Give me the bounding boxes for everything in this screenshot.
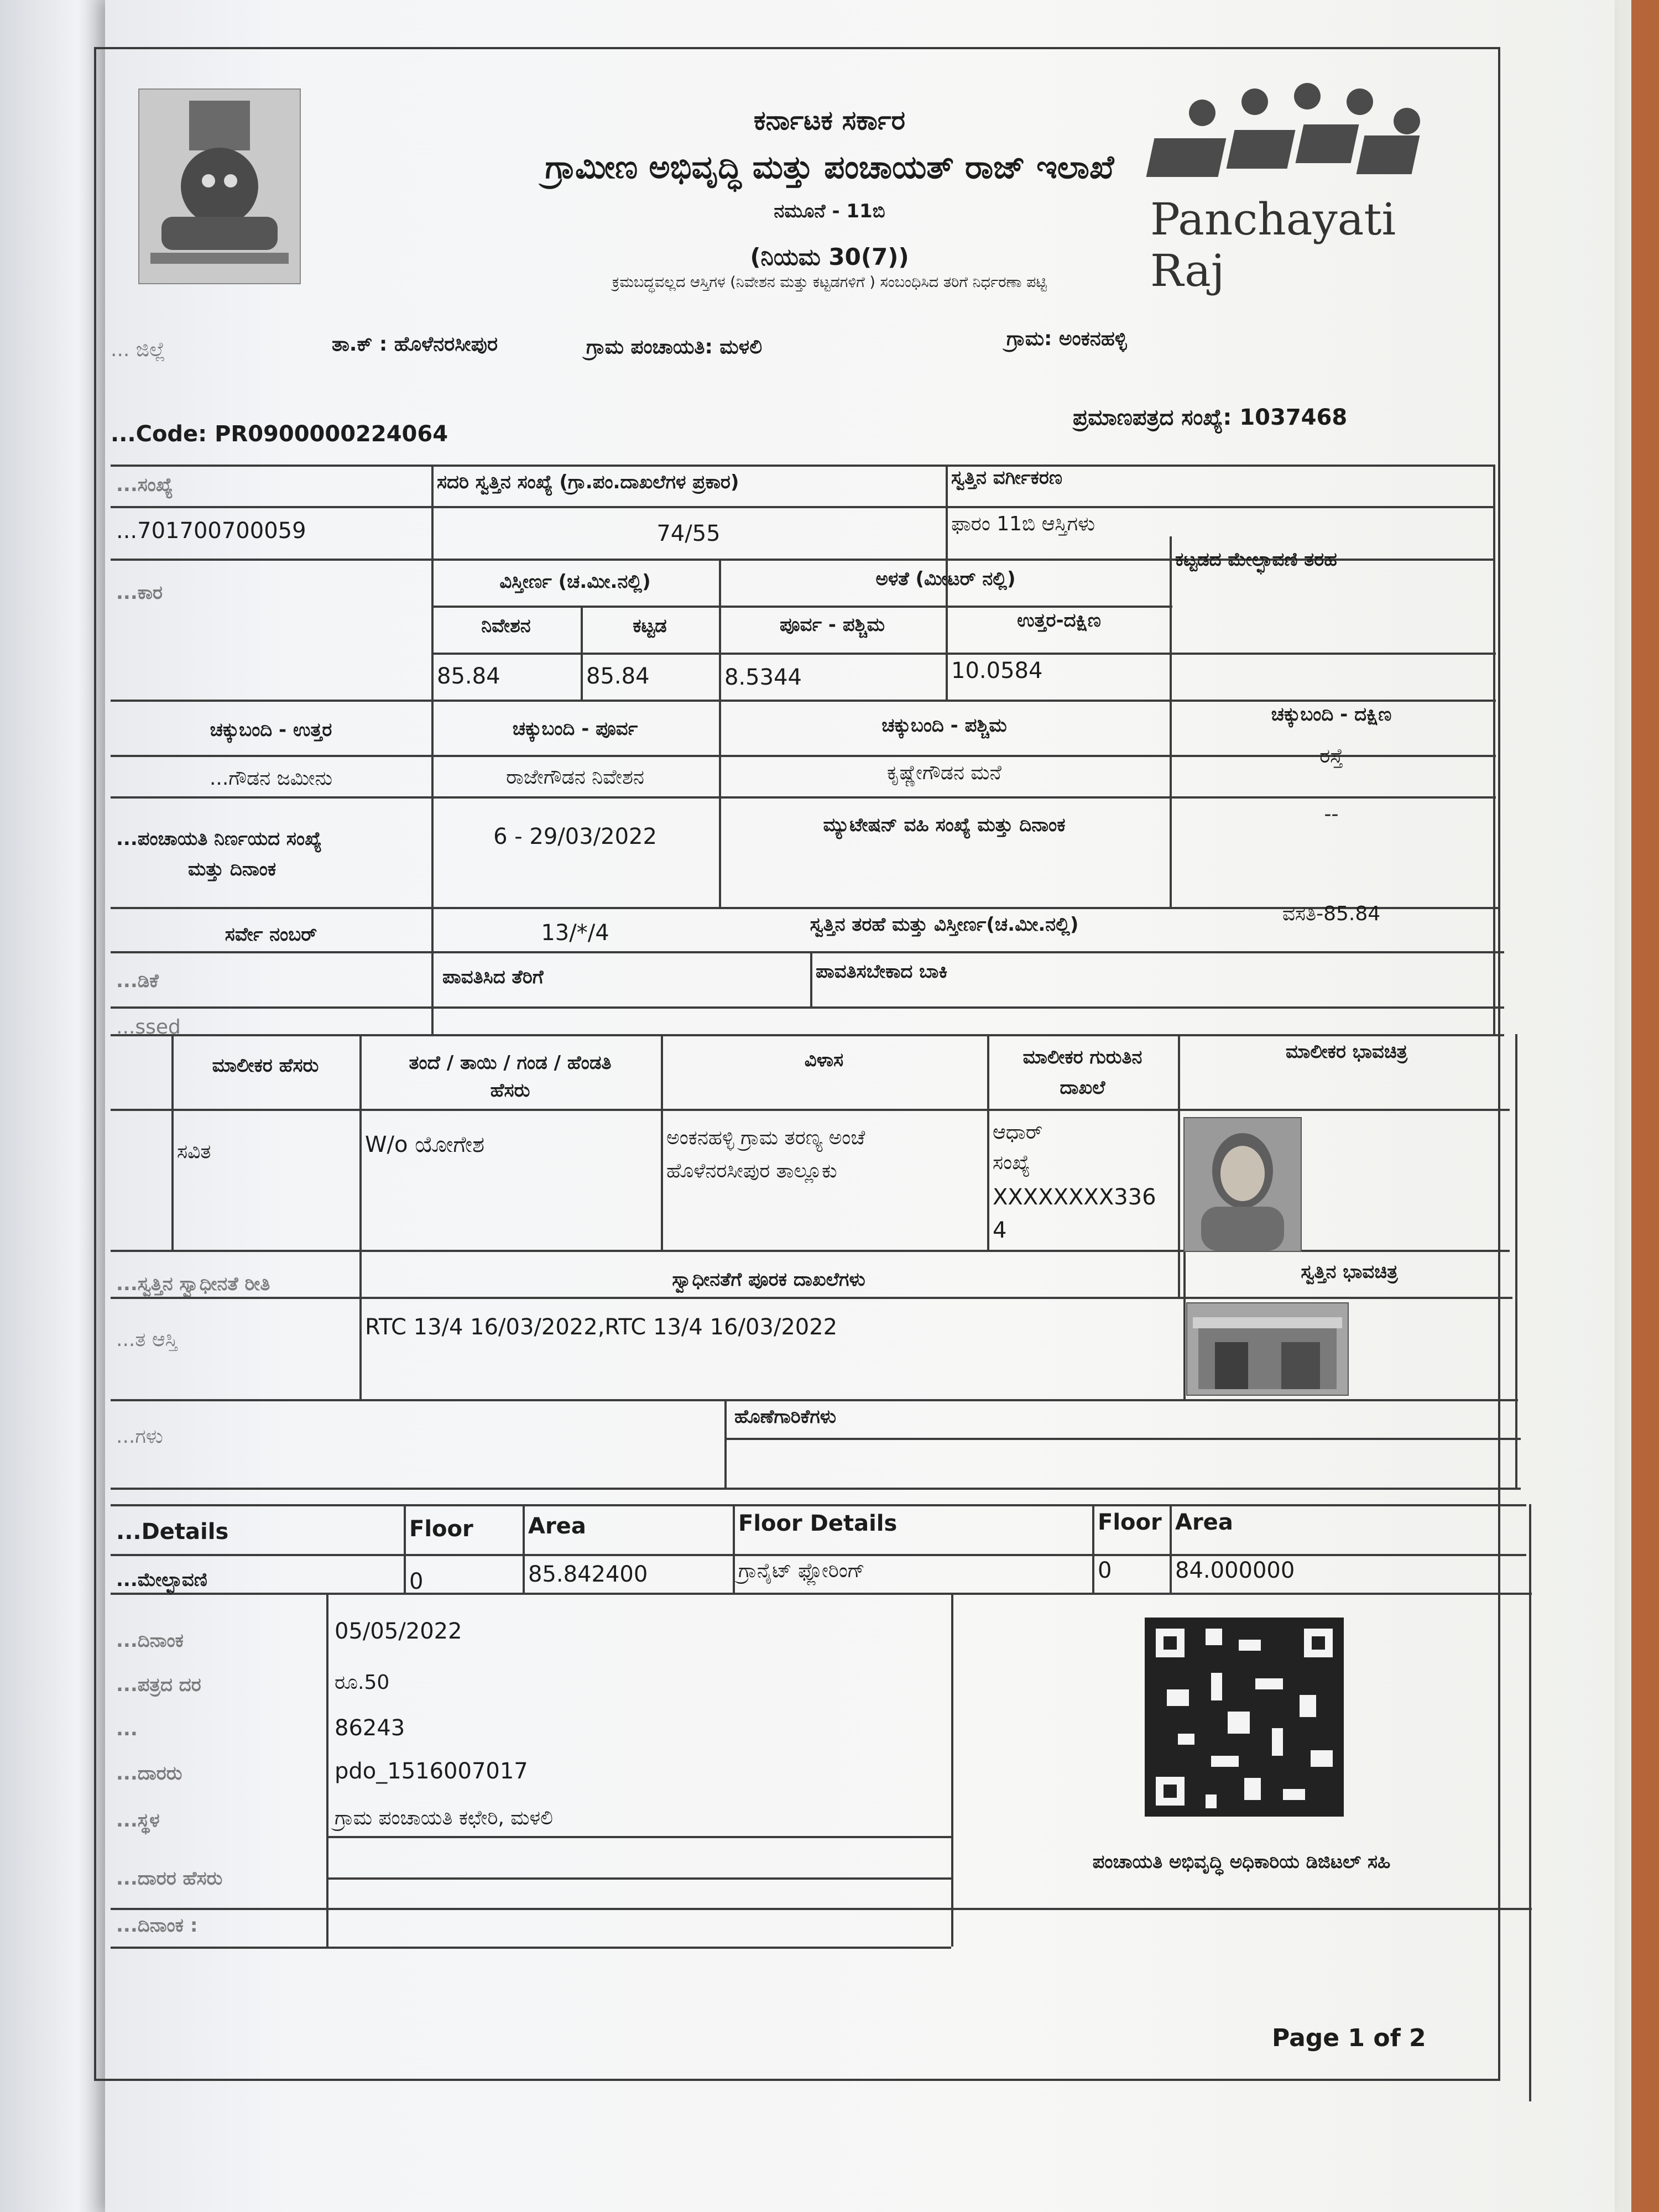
liabilities-left-label: ...ಗಳು <box>116 1425 163 1448</box>
logo-text: Panchayati Raj <box>1150 194 1396 296</box>
building-area: 85.84 <box>586 664 650 689</box>
id-doc-number: XXXXXXXX336 <box>993 1185 1156 1210</box>
resolution-label-1: ...ಪಂಚಾಯತಿ ನಿರ್ಣಯದ ಸಂಖ್ಯೆ <box>116 828 322 850</box>
supporting-docs: RTC 13/4 16/03/2022,RTC 13/4 16/03/2022 <box>365 1314 838 1340</box>
department-title: ಗ್ರಾಮೀಣ ಅಭಿವೃದ್ಧಿ ಮತ್ತು ಪಂಚಾಯತ್ ರಾಜ್ ಇಲಾಖೆ <box>545 148 1114 186</box>
id-doc-type-2: ಸಂಖ್ಯೆ <box>993 1151 1030 1174</box>
old-number-label: ಸದರಿ ಸ್ವತ್ತಿನ ಸಂಖ್ಯೆ (ಗ್ರಾ.ಪಂ.ದಾಖಲೆಗಳ ಪ್ರಕಾರ) <box>437 471 739 493</box>
roof-type-label: ಕಟ್ಟಡದ ಮೇಲ್ಛಾವಣಿ ತರಹ <box>1175 549 1337 571</box>
rule-number: (ನಿಯಮ 30(7)) <box>750 243 909 270</box>
mutation-label: ಮ್ಯುಟೇಷನ್ ವಹಿ ಸಂಖ್ಯೆ ಮತ್ತು ದಿನಾಂಕ <box>823 814 1066 836</box>
digital-signature-label: ಪಂಚಾಯತಿ ಅಭಿವೃದ್ಧಿ ಅಧಿಕಾರಿಯ ಡಿಜಿಟಲ್ ಸಹಿ <box>1092 1851 1391 1873</box>
area-header-left: Area <box>528 1514 586 1539</box>
receipt-number: 86243 <box>335 1715 405 1741</box>
east-west-length: 8.5344 <box>724 665 802 690</box>
taluk: ತಾ.ಕ್ : ಹೊಳೆನರಸೀಪುರ <box>332 333 498 356</box>
signature-date-label: ...ದಿನಾಂಕ : <box>116 1914 198 1937</box>
property-code: ...Code: PR0900000224064 <box>111 421 448 447</box>
floor-area-right: 84.000000 <box>1175 1558 1295 1583</box>
id-doc-label-2: ದಾಖಲೆ <box>1060 1077 1105 1099</box>
property-photo <box>1186 1302 1349 1396</box>
north-boundary-label: ಚಕ್ಕುಬಂದಿ - ಉತ್ತರ <box>210 719 332 741</box>
relation-label-1: ತಂದೆ / ತಾಯಿ / ಗಂಡ / ಹೆಂಡತಿ <box>409 1052 612 1074</box>
ownership-mode: ...ತ ಆಸ್ತಿ <box>116 1328 178 1351</box>
liabilities-label: ಹೊಣೆಗಾರಿಕೆಗಳು <box>734 1406 837 1428</box>
floor-area-left: 85.842400 <box>528 1562 648 1587</box>
address-label: ವಿಳಾಸ <box>804 1049 844 1071</box>
site-area: 85.84 <box>437 664 500 689</box>
owner-address-line-1: ಅಂಕನಹಳ್ಳಿ ಗ್ರಾಮ ತರಣ್ಯ ಅಂಚೆ <box>666 1126 865 1149</box>
floor-item-right: ಗ್ರಾನೈಟ್ ಫ್ಲೋರಿಂಗ್ <box>738 1559 865 1582</box>
form-subtitle: ಕ್ರಮಬದ್ಧವಲ್ಲದ ಆಸ್ತಿಗಳ (ನಿವೇಶನ ಮತ್ತು ಕಟ್ಟಡಗಳಿಗೆ ) ಸಂಬಂಧಿಸಿದ ತರಿಗೆ ನಿರ್ಧರಣಾ ಪಟ್ಟಿ <box>612 274 1047 291</box>
issue-place: ಗ್ರಾಮ ಪಂಚಾಯತಿ ಕಛೇರಿ, ಮಳಲಿ <box>335 1807 553 1829</box>
form-number: ನಮೂನೆ - 11ಬಿ <box>774 200 885 222</box>
floor-item-left: ...ಮೇಲ್ಛಾವಣಿ <box>116 1569 207 1591</box>
survey-label: ಸರ್ವೇ ನಂಬರ್ <box>225 924 317 946</box>
id-doc-label-1: ಮಾಲೀಕರ ಗುರುತಿನ <box>1022 1046 1142 1068</box>
certificate-fee: ರೂ.50 <box>335 1671 390 1694</box>
page-number: Page 1 of 2 <box>1272 2024 1426 2052</box>
owner-photo-label: ಮಾಲೀಕರ ಭಾವಚಿತ್ರ <box>1285 1041 1408 1063</box>
area-header-right: Area <box>1175 1510 1233 1535</box>
dimension-label: ಅಳತೆ (ಮೀಟರ್ ನಲ್ಲಿ) <box>875 568 1016 590</box>
place-label: ...ಸ್ಥಳ <box>116 1809 160 1832</box>
village: ಗ್ರಾಮ: ಅಂಕನಹಳ್ಳಿ <box>1006 327 1127 350</box>
property-type-area-label: ಸ್ವತ್ತಿನ ತರಹೆ ಮತ್ತು ವಿಸ್ತೀರ್ಣ(ಚ.ಮೀ.ನಲ್ಲಿ) <box>810 914 1079 936</box>
owner-name: ಸವಿತ <box>177 1140 211 1163</box>
owner-address-line-2: ಹೊಳೆನರಸೀಪುರ ತಾಲ್ಲೂಕು <box>666 1160 837 1182</box>
id-doc-type: ಆಧಾರ್ <box>993 1121 1043 1144</box>
qr-code <box>1145 1618 1344 1817</box>
floor-header-right: Floor <box>1098 1510 1162 1535</box>
tax-paid-label: ಪಾವತಿಸಿದ ತೆರಿಗೆ <box>442 966 544 988</box>
state-title: ಕರ್ನಾಟಕ ಸರ್ಕಾರ <box>753 105 906 136</box>
receipt-label: ... <box>116 1718 138 1740</box>
issue-date-label: ...ದಿನಾಂಕ <box>116 1630 184 1652</box>
fee-label: ...ಪತ್ರದ ದರ <box>116 1674 201 1696</box>
tax-due-label: ಪಾವತಿಸಬೇಕಾದ ಬಾಕಿ <box>816 961 948 983</box>
resolution-label-2: ಮತ್ತು ದಿನಾಂಕ <box>188 858 276 880</box>
west-boundary: ಕೃಷ್ಣೇಗೌಡನ ಮನೆ <box>886 761 1002 784</box>
north-south-label: ಉತ್ತರ-ದಕ್ಷಿಣ <box>1017 609 1101 632</box>
gram-panchayat: ಗ್ರಾಮ ಪಂಚಾಯತಿ: ಮಳಲಿ <box>586 336 763 358</box>
east-boundary-label: ಚಕ್ಕುಬಂದಿ - ಪೂರ್ವ <box>512 718 638 740</box>
property-photo-label: ಸ್ವತ್ತಿನ ಭಾವಚಿತ್ರ <box>1301 1261 1398 1283</box>
building-label: ಕಟ್ಟಡ <box>633 615 667 637</box>
floor-header-left: Floor <box>409 1516 473 1542</box>
east-boundary: ರಾಜೇಗೌಡನ ನಿವೇಶನ <box>506 766 644 789</box>
floor-number-left: 0 <box>409 1569 424 1594</box>
floor-number-right: 0 <box>1098 1558 1112 1583</box>
resolution-value: 6 - 29/03/2022 <box>493 824 657 849</box>
mutation-value: -- <box>1324 803 1339 826</box>
area-label: ವಿಸ್ತೀರ್ಣ (ಚ.ಮೀ.ನಲ್ಲಿ) <box>499 571 651 593</box>
property-type-label: ...ಕಾರ <box>116 582 163 604</box>
owner-name-label: ಮಾಲೀಕರ ಹೆಸರು <box>212 1055 319 1077</box>
site-label: ನಿವೇಶನ <box>481 615 531 637</box>
id-doc-number-cont: 4 <box>993 1218 1007 1243</box>
floor-details-right-header: Floor Details <box>738 1511 898 1536</box>
property-type-area: ವಸತಿ-85.84 <box>1282 902 1381 925</box>
old-number: 74/55 <box>656 521 721 546</box>
property-id-label: ...ಸಂಖ್ಯೆ <box>116 474 173 496</box>
tax-left-label: ...ಡಿಕೆ <box>116 970 159 992</box>
south-boundary: ರಸ್ತೆ <box>1319 745 1343 768</box>
classification-label: ಸ್ವತ್ತಿನ ವರ್ಗೀಕರಣ <box>951 467 1063 489</box>
classification: ಫಾರಂ 11ಬಿ ಆಸ್ತಿಗಳು <box>951 513 1095 535</box>
district-label: ... ಜಿಲ್ಲೆ <box>111 338 166 361</box>
supporting-docs-label: ಸ್ವಾಧೀನತೆಗೆ ಪೂರಕ ದಾಖಲೆಗಳು <box>672 1269 865 1291</box>
relation-label-2: ಹೆಸರು <box>490 1079 530 1102</box>
north-boundary: ...ಗೌಡನ ಜಮೀನು <box>209 767 333 790</box>
south-boundary-label: ಚಕ್ಕುಬಂದಿ - ದಕ್ಷಿಣ <box>1271 703 1392 726</box>
issuing-officer: pdo_1516007017 <box>335 1759 528 1784</box>
officer-label: ...ದಾರರು <box>116 1762 182 1785</box>
north-south-length: 10.0584 <box>951 658 1043 684</box>
assessed-label: ...ssed <box>116 1016 181 1039</box>
floor-details-left-header: ...Details <box>116 1519 229 1545</box>
east-west-label: ಪೂರ್ವ - ಪಶ್ಚಿಮ <box>780 614 885 636</box>
survey-number: 13/*/4 <box>541 920 609 946</box>
property-id: ...701700700059 <box>116 518 306 544</box>
ownership-mode-label: ...ಸ್ವತ್ತಿನ ಸ್ವಾಧೀನತೆ ರೀತಿ <box>116 1273 270 1295</box>
owner-relation: W/o ಯೋಗೇಶ <box>365 1132 485 1157</box>
holder-name-label: ...ದಾರರ ಹೆಸರು <box>116 1867 223 1890</box>
issue-date: 05/05/2022 <box>335 1619 462 1644</box>
owner-photo <box>1183 1117 1302 1252</box>
certificate-number: ಪ್ರಮಾಣಪತ್ರದ ಸಂಖ್ಯೆ: 1037468 <box>1073 405 1348 430</box>
west-boundary-label: ಚಕ್ಕುಬಂದಿ - ಪಶ್ಚಿಮ <box>881 714 1007 737</box>
